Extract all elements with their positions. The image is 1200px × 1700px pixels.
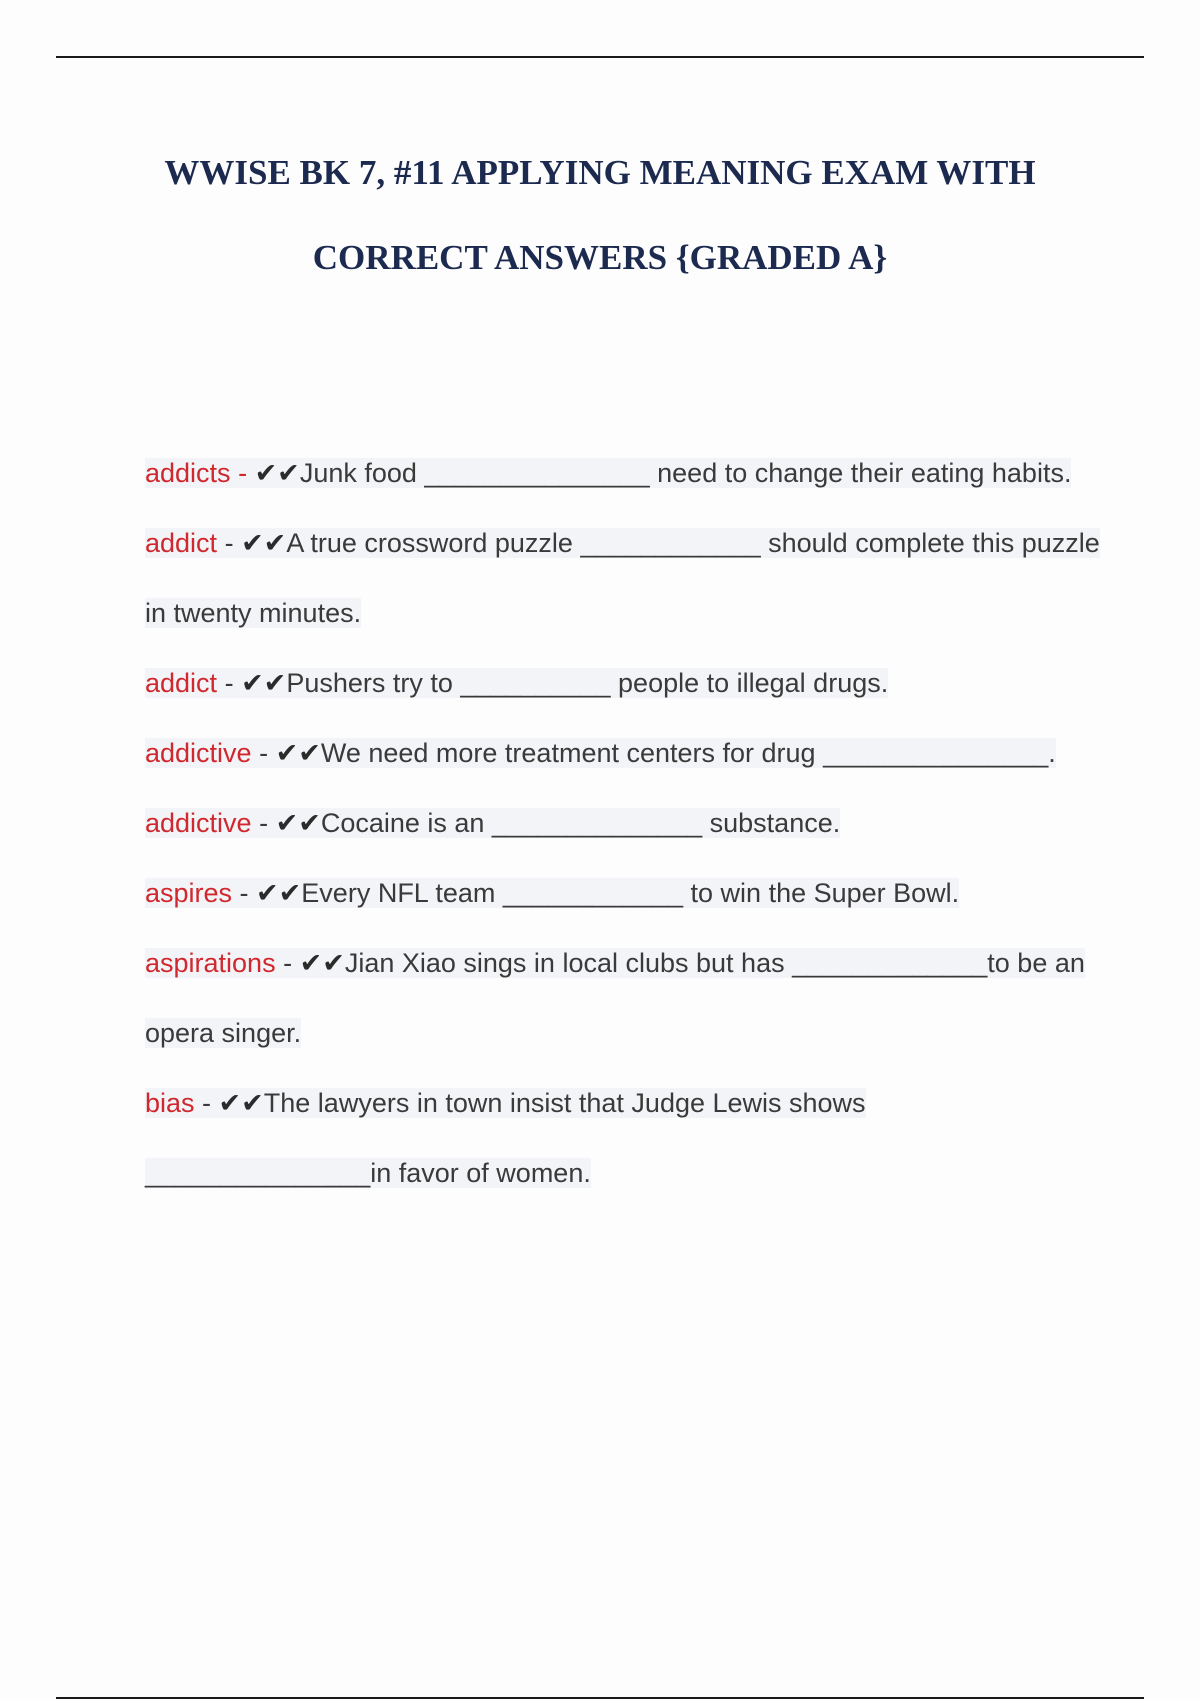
double-check-icon: ✔✔ [241, 528, 287, 558]
double-check-icon: ✔✔ [275, 738, 321, 768]
qa-entry [145, 788, 1105, 858]
separator: - [194, 1088, 219, 1118]
double-check-icon: ✔✔ [254, 458, 300, 488]
qa-entry [145, 928, 1105, 1068]
answer-term: bias [145, 1088, 195, 1118]
double-check-icon: ✔✔ [256, 878, 302, 908]
separator: - [217, 668, 242, 698]
qa-entry [145, 858, 1105, 928]
document-title [100, 130, 1100, 300]
separator: - [232, 878, 257, 908]
bottom-rule [56, 1697, 1144, 1699]
qa-entry [145, 438, 1105, 508]
separator: - [251, 738, 276, 768]
answer-term: aspires [145, 878, 233, 908]
question-text: Cocaine is an ______________ substance. [320, 808, 841, 838]
answer-term: addictive [145, 738, 252, 768]
separator: - [217, 528, 242, 558]
answer-term: addict [145, 528, 218, 558]
double-check-icon: ✔✔ [275, 808, 321, 838]
double-check-icon: ✔✔ [241, 668, 287, 698]
question-text: Every NFL team ____________ to win the Super Bowl. [301, 878, 960, 908]
double-check-icon: ✔✔ [218, 1088, 264, 1118]
qa-entry [145, 718, 1105, 788]
answer-term: addictive [145, 808, 252, 838]
qa-list [145, 438, 1105, 1208]
top-rule [56, 56, 1144, 58]
separator: - [230, 458, 255, 488]
qa-entry [145, 648, 1105, 718]
qa-entry [145, 508, 1105, 648]
qa-entry [145, 1068, 1105, 1208]
answer-term: aspirations [145, 948, 276, 978]
double-check-icon: ✔✔ [299, 948, 345, 978]
question-text: We need more treatment centers for drug _______________. [320, 738, 1056, 768]
question-text: Pushers try to __________ people to illegal drugs. [286, 668, 889, 698]
question-text: The lawyers in town insist that Judge Lewis shows _______________in favor of women. [145, 1088, 866, 1188]
separator: - [275, 948, 300, 978]
question-text: A true crossword puzzle ____________ should complete this puzzle in twenty minutes. [145, 528, 1100, 628]
answer-term: addicts [145, 458, 231, 488]
title-line-1: WWISE BK 7, #11 APPLYING MEANING EXAM WITH [164, 153, 1036, 192]
answer-term: addict [145, 668, 218, 698]
question-text: Jian Xiao sings in local clubs but has _____________to be an opera singer. [145, 948, 1085, 1048]
title-line-2: CORRECT ANSWERS {GRADED A} [312, 238, 888, 277]
separator: - [251, 808, 276, 838]
question-text: Junk food _______________ need to change their eating habits. [299, 458, 1072, 488]
